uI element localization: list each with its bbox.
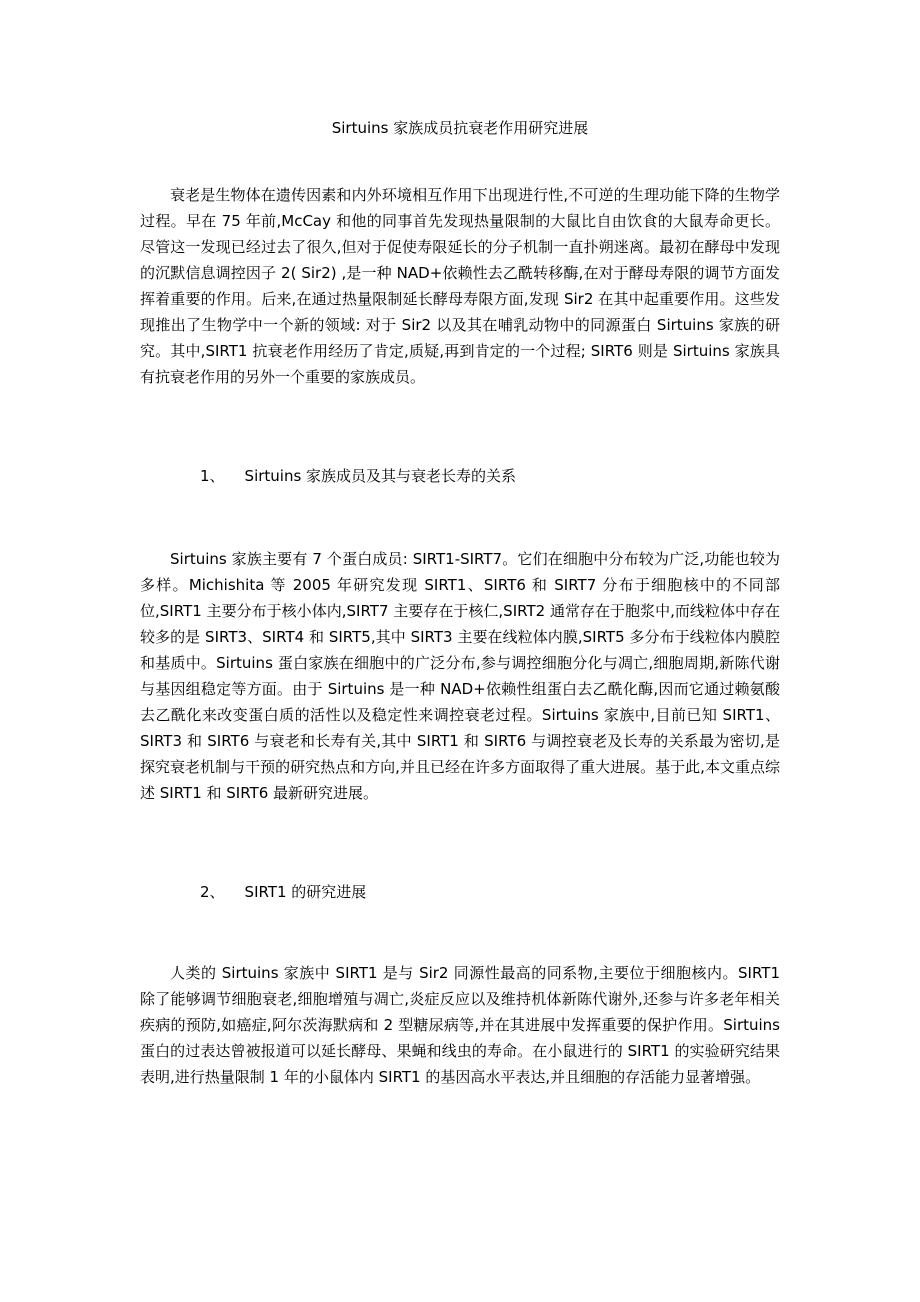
section-1-heading bbox=[200, 464, 516, 488]
section-2-number: 2、 bbox=[200, 883, 225, 901]
section-2-heading bbox=[200, 880, 366, 904]
intro-paragraph: 衰老是生物体在遗传因素和内外环境相互作用下出现进行性,不可逆的生理功能下降的生物学过程。早在 75 年前,McCay 和他的同事首先发现热量限制的大鼠比自由饮食的大鼠寿命更长。尽管这一发现已经过去了很久,但对于促使寿限延长的分子机制一直扑朔迷离。最初在酵母中发现的沉默信息调控因子 2( Sir2) ,是一种 NAD+依赖性去乙酰转移酶,在对于酵母寿限的调节方面发挥着重要的作用。后来,在通过热量限制延长酵母寿限方面,发现 Sir2 在其中起重要作用。这些发现推出了生物学中一个新的领域: 对于 Sir2 以及其在哺乳动物中的同源蛋白 Sirtuins 家族的研究。其中,SIRT1 抗衰老作用经历了肯定,质疑,再到肯定的一个过程; SIRT6 则是 Sirtuins 家族具有抗衰老作用的另外一个重要的家族成员。 bbox=[140, 186, 780, 386]
section-2-paragraph: 人类的 Sirtuins 家族中 SIRT1 是与 Sir2 同源性最高的同系物,主要位于细胞核内。SIRT1 除了能够调节细胞衰老,细胞增殖与凋亡,炎症反应以及维持机体新陈代谢外,还参与许多老年相关疾病的预防,如癌症,阿尔茨海默病和 2 型糖尿病等,并在其进展中发挥重要的保护作用。Sirtuins 蛋白的过表达曾被报道可以延长酵母、果蝇和线虫的寿命。在小鼠进行的 SIRT1 的实验研究结果表明,进行热量限制 1 年的小鼠体内 SIRT1 的基因高水平表达,并且细胞的存活能力显著增强。 bbox=[140, 964, 780, 1086]
section-1-number: 1、 bbox=[200, 467, 225, 485]
document-title: Sirtuins 家族成员抗衰老作用研究进展 bbox=[331, 119, 589, 137]
section-2-title: SIRT1 的研究进展 bbox=[244, 883, 367, 901]
section-1-paragraph: Sirtuins 家族主要有 7 个蛋白成员: SIRT1-SIRT7。它们在细胞中分布较为广泛,功能也较为多样。Michishita 等 2005 年研究发现 SIRT1、SIRT6 和 SIRT7 分布于细胞核中的不同部位,SIRT1 主要分布于核小体内,SIRT7 主要存在于核仁,SIRT2 通常存在于胞浆中,而线粒体中存在较多的是 SIRT3、SIRT4 和 SIRT5,其中 SIRT3 主要在线粒体内膜,SIRT5 多分布于线粒体内膜腔和基质中。Sirtuins 蛋白家族在细胞中的广泛分布,参与调控细胞分化与凋亡,细胞周期,新陈代谢与基因组稳定等方面。由于 Sirtuins 是一种 NAD+依赖性组蛋白去乙酰化酶,因而它通过赖氨酸去乙酰化来改变蛋白质的活性以及稳定性来调控衰老过程。Sirtuins 家族中,目前已知 SIRT1、SIRT3 和 SIRT6 与衰老和长寿有关,其中 SIRT1 和 SIRT6 与调控衰老及长寿的关系最为密切,是探究衰老机制与干预的研究热点和方向,并且已经在许多方面取得了重大进展。基于此,本文重点综述 SIRT1 和 SIRT6 最新研究进展。 bbox=[140, 550, 780, 802]
section-1-title: Sirtuins 家族成员及其与衰老长寿的关系 bbox=[244, 467, 517, 485]
